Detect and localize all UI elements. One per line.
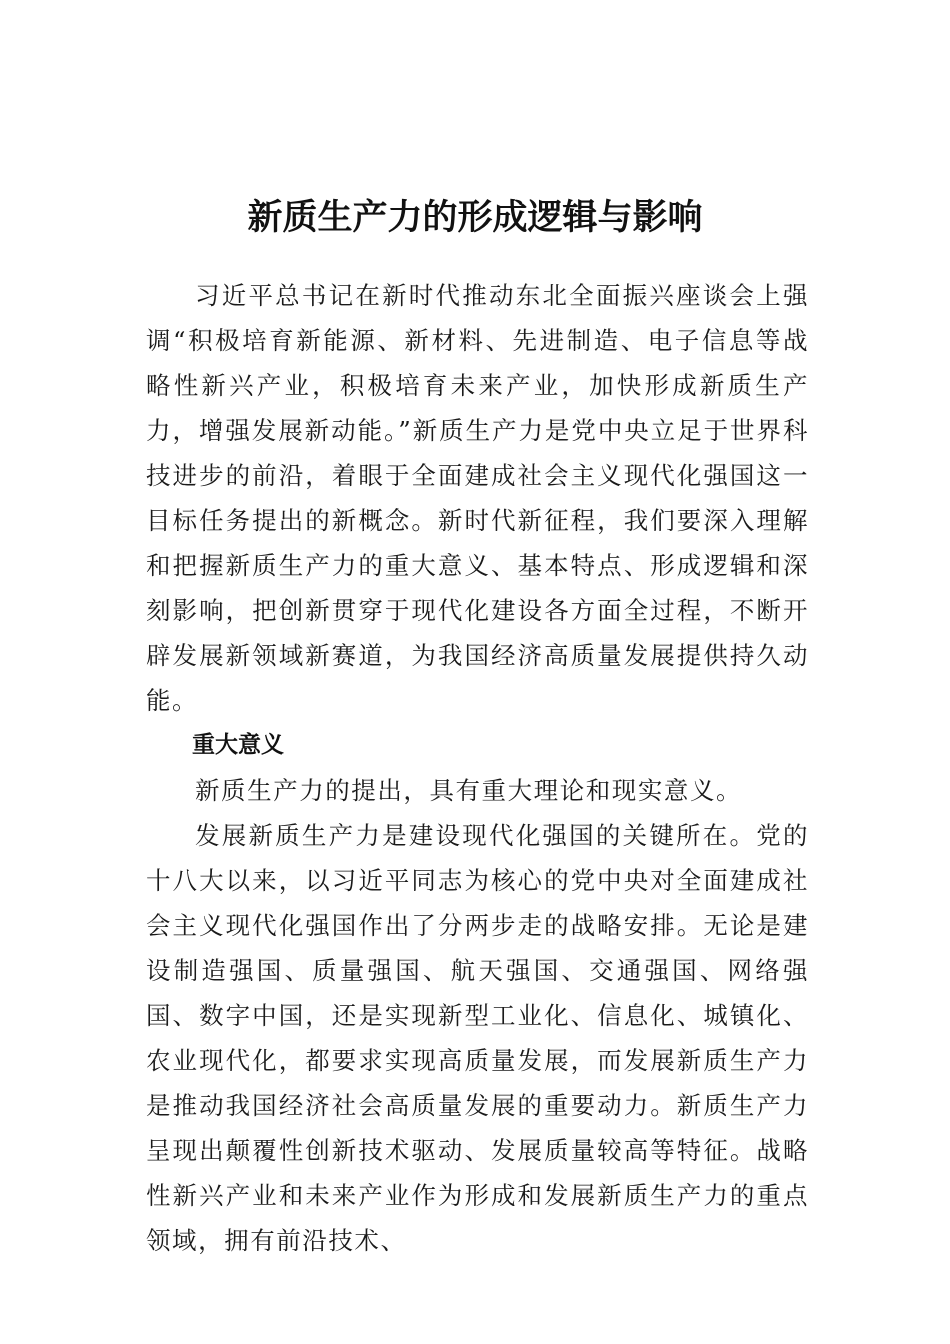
document-body — [146, 273, 809, 1263]
section-heading: 重大意义 — [192, 732, 284, 758]
section-paragraph-2: 发展新质生产力是建设现代化强国的关键所在。党的十八大以来，以习近平同志为核心的党中央对全面建成社会主义现代化强国作出了分两步走的战略安排。无论是建设制造强国、质量强国、航天强国、交通强国、网络强国、数字中国，还是实现新型工业化、信息化、城镇化、农业现代化，都要求实现高质量发展，而发展新质生产力是推动我国经济社会高质量发展的重要动力。新质生产力呈现出颠覆性创新技术驱动、发展质量较高等特征。战略性新兴产业和未来产业作为形成和发展新质生产力的重点领域，拥有前沿技术、 — [146, 821, 809, 1255]
intro-paragraph: 习近平总书记在新时代推动东北全面振兴座谈会上强调“积极培育新能源、新材料、先进制造、电子信息等战略性新兴产业，积极培育未来产业，加快形成新质生产力，增强发展新动能。”新质生产力是党中央立足于世界科技进步的前沿，着眼于全面建成社会主义现代化强国这一目标任务提出的新概念。新时代新征程，我们要深入理解和把握新质生产力的重大意义、基本特点、形成逻辑和深刻影响，把创新贯穿于现代化建设各方面全过程，不断开辟发展新领域新赛道，为我国经济高质量发展提供持久动能。 — [146, 281, 809, 715]
document-title: 新质生产力的形成逻辑与影响 — [247, 197, 703, 239]
section-paragraph-1: 新质生产力的提出，具有重大理论和现实意义。 — [195, 776, 743, 805]
